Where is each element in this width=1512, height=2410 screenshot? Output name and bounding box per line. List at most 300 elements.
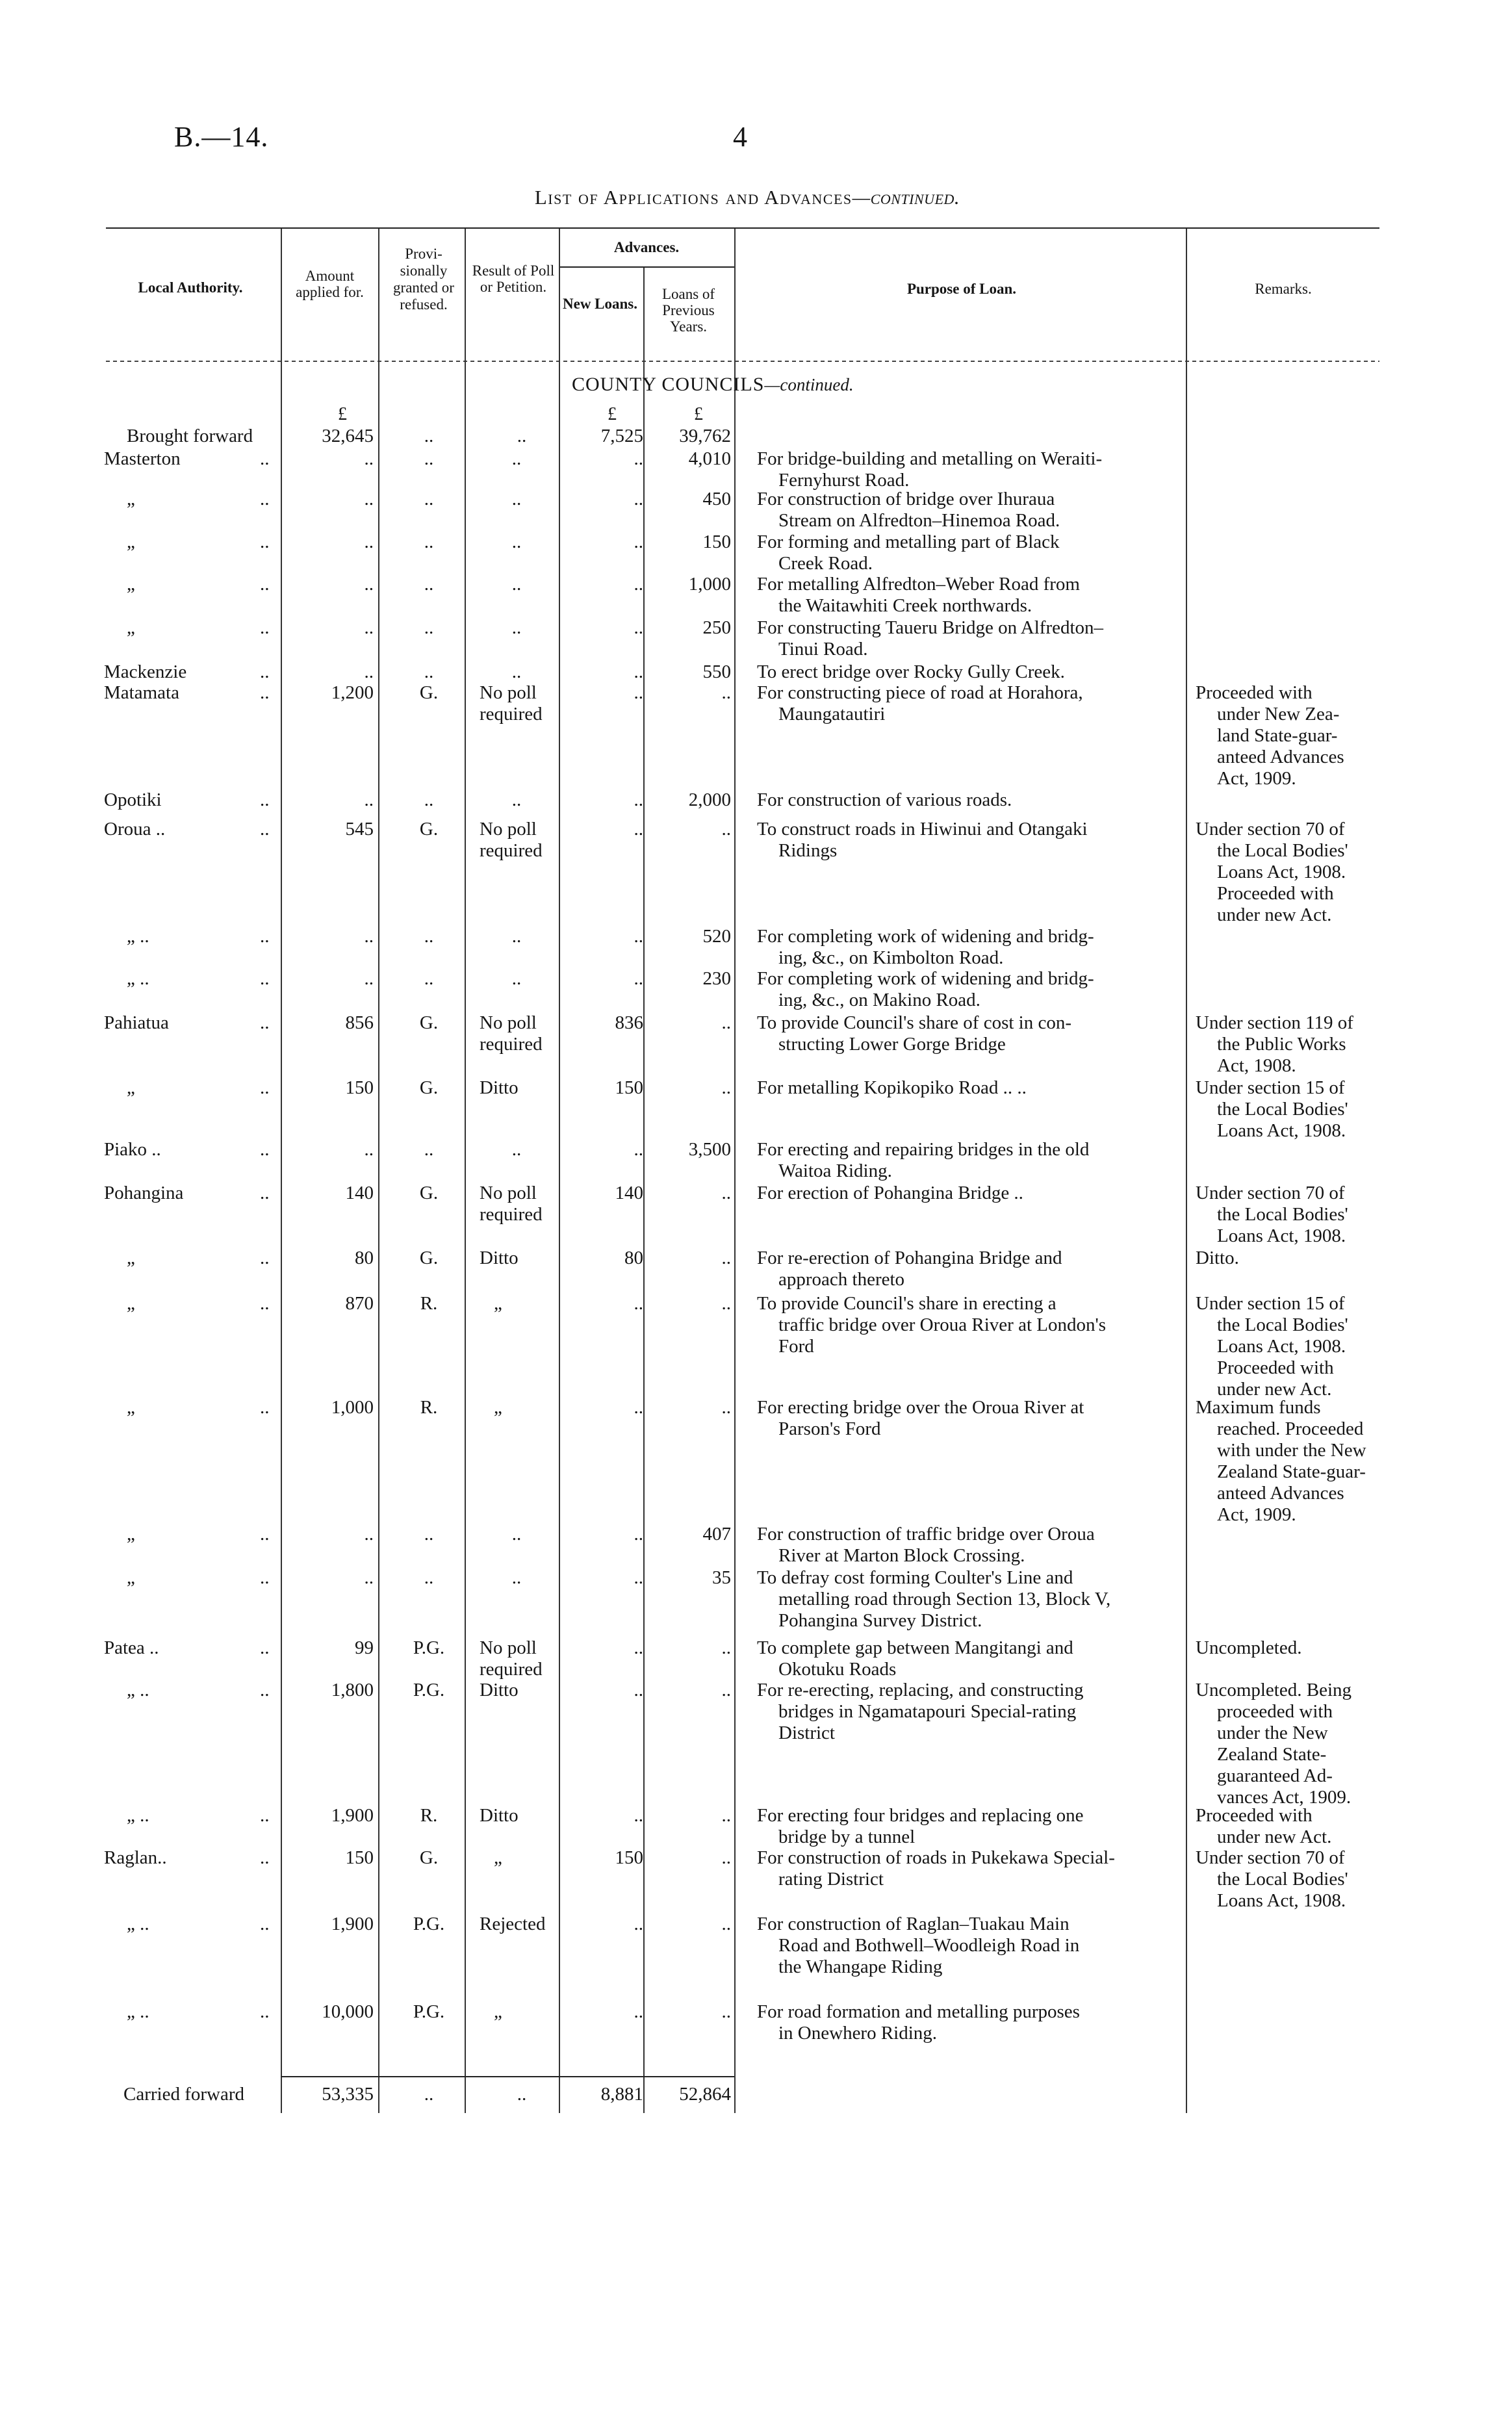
result-cell: .. — [511, 448, 522, 469]
new-loans-cell: .. — [634, 448, 643, 469]
new-loans-cell: .. — [634, 1524, 643, 1545]
new-loans-cell: .. — [634, 2001, 643, 2022]
local-authority-name: Oroua .. — [104, 819, 166, 840]
carried-forward-previous: 52,864 — [679, 2084, 731, 2105]
purpose-cell — [757, 1567, 1270, 1632]
amount-applied-cell: 1,200 — [331, 682, 374, 703]
purpose-cell — [757, 448, 1270, 491]
column-header-remarks: Remarks. — [1255, 281, 1312, 297]
previous-loans-cell: .. — [721, 1914, 731, 1934]
result-cell: Ditto — [480, 1248, 519, 1268]
column-header-provisionally: Provi- sionally granted or refused. — [393, 246, 454, 313]
purpose-cell — [757, 926, 1270, 969]
amount-applied-cell: .. — [364, 661, 374, 682]
remarks-line: reached. Proceeded — [1217, 1418, 1364, 1439]
leader-dots: .. — [260, 926, 270, 947]
local-authority-name: „ .. — [127, 2001, 149, 2022]
column-header-loans-previous: Loans of Previous Years. — [661, 286, 715, 335]
purpose-line: For metalling Kopikopiko Road .. .. — [757, 1077, 1027, 1098]
carried-forward-new-loans: 8,881 — [600, 2084, 643, 2105]
new-loans-cell: .. — [634, 489, 643, 509]
local-authority-name: „ .. — [127, 1805, 149, 1826]
remarks-line: Act, 1908. — [1217, 1055, 1296, 1076]
purpose-cell — [757, 1139, 1270, 1182]
remarks-cell — [1196, 1805, 1413, 1848]
remarks-line: Zealand State-guar- — [1217, 1461, 1366, 1482]
purpose-line: in Onewhero Riding. — [778, 2023, 938, 2044]
previous-loans-cell: .. — [721, 1077, 731, 1098]
amount-applied-cell: 1,000 — [331, 1397, 374, 1418]
local-authority-name: „ — [127, 532, 135, 552]
remarks-cell — [1196, 1397, 1413, 1526]
remarks-line: land State-guar- — [1217, 725, 1338, 746]
purpose-line: For erecting bridge over the Oroua River at — [757, 1397, 1084, 1418]
currency-symbol: £ — [694, 404, 703, 424]
amount-applied-cell: .. — [364, 968, 374, 989]
purpose-line: Ridings — [778, 840, 838, 861]
provisional-cell: .. — [424, 661, 434, 682]
remarks-line: Proceeded with — [1196, 1805, 1313, 1826]
amount-applied-cell: 150 — [345, 1077, 374, 1098]
local-authority-name: „ — [127, 489, 135, 509]
new-loans-cell: .. — [634, 682, 643, 703]
remarks-cell — [1196, 1293, 1413, 1400]
result-cell: .. — [511, 789, 522, 810]
result-cell: .. — [511, 532, 522, 552]
provisional-cell: .. — [424, 448, 434, 469]
remarks-cell — [1196, 1183, 1413, 1247]
column-divider — [378, 229, 379, 2113]
provisional-cell: P.G. — [413, 1680, 445, 1700]
remarks-line: the Local Bodies' — [1217, 840, 1348, 861]
provisional-cell: G. — [419, 682, 439, 703]
amount-applied-cell: .. — [364, 574, 374, 595]
purpose-line: For constructing Taueru Bridge on Alfredton– — [757, 617, 1104, 638]
previous-loans-cell: .. — [721, 1637, 731, 1658]
leader-dots: .. — [260, 617, 270, 638]
result-line: No poll — [480, 1012, 537, 1033]
previous-loans-cell: 35 — [712, 1567, 731, 1588]
remarks-cell — [1196, 1077, 1413, 1142]
brought-forward-result: .. — [517, 426, 527, 446]
column-header-local-authority: Local Authority. — [138, 279, 243, 296]
result-line: required — [480, 840, 543, 861]
amount-applied-cell: 870 — [345, 1293, 374, 1314]
purpose-line: For bridge-building and metalling on Weraiti- — [757, 448, 1103, 469]
purpose-line: For re-erection of Pohangina Bridge and — [757, 1248, 1062, 1268]
remarks-line: Under section 70 of — [1196, 1183, 1345, 1203]
purpose-cell — [757, 1397, 1270, 1440]
result-cell: .. — [511, 1524, 522, 1545]
previous-loans-cell: 150 — [702, 532, 731, 552]
leader-dots: .. — [260, 1183, 270, 1203]
purpose-line: For construction of roads in Pukekawa Special- — [757, 1847, 1115, 1868]
remarks-line: anteed Advances — [1217, 1483, 1344, 1504]
result-line: No poll — [480, 1637, 537, 1658]
section-title — [572, 374, 854, 396]
new-loans-cell: .. — [634, 1914, 643, 1934]
purpose-line: For erecting four bridges and replacing one — [757, 1805, 1084, 1826]
new-loans-cell: .. — [634, 1567, 643, 1588]
amount-applied-cell: .. — [364, 789, 374, 810]
amount-applied-cell: .. — [364, 489, 374, 509]
new-loans-cell: .. — [634, 1637, 643, 1658]
previous-loans-cell: .. — [721, 1397, 731, 1418]
result-cell: .. — [511, 1139, 522, 1160]
purpose-line: Okotuku Roads — [778, 1659, 897, 1680]
leader-dots: .. — [260, 1524, 270, 1545]
local-authority-name: „ — [127, 1567, 135, 1588]
remarks-line: the Local Bodies' — [1217, 1204, 1348, 1225]
remarks-line: the Local Bodies' — [1217, 1314, 1348, 1335]
purpose-line: To provide Council's share of cost in con- — [757, 1012, 1072, 1033]
header-bottom-rule — [106, 361, 1379, 362]
leader-dots: .. — [260, 819, 270, 840]
purpose-line: To defray cost forming Coulter's Line and — [757, 1567, 1073, 1588]
purpose-line: To erect bridge over Rocky Gully Creek. — [757, 661, 1065, 682]
local-authority-name: „ — [127, 1397, 135, 1418]
purpose-line: Parson's Ford — [778, 1418, 881, 1439]
section-title-main: COUNTY COUNCILS — [572, 374, 765, 395]
result-cell: „ — [494, 1293, 502, 1314]
amount-applied-cell: 1,900 — [331, 1914, 374, 1934]
remarks-cell — [1196, 819, 1413, 926]
provisional-cell: P.G. — [413, 2001, 445, 2022]
new-loans-cell: .. — [634, 1397, 643, 1418]
remarks-line: Proceeded with — [1217, 883, 1334, 904]
local-authority-name: „ — [127, 1248, 135, 1268]
remarks-line: proceeded with — [1217, 1701, 1333, 1722]
carried-forward-provisional: .. — [424, 2084, 434, 2105]
new-loans-cell: .. — [634, 789, 643, 810]
local-authority-name: „ — [127, 1293, 135, 1314]
leader-dots: .. — [260, 1248, 270, 1268]
local-authority-name: „ — [127, 574, 135, 595]
previous-loans-cell: .. — [721, 1183, 731, 1203]
purpose-cell — [757, 789, 1270, 811]
previous-loans-cell: 1,000 — [688, 574, 731, 595]
new-loans-cell: .. — [634, 661, 643, 682]
purpose-cell — [757, 2001, 1270, 2044]
amount-applied-cell: .. — [364, 448, 374, 469]
provisional-cell: R. — [420, 1293, 438, 1314]
previous-loans-cell: .. — [721, 2001, 731, 2022]
leader-dots: .. — [260, 968, 270, 989]
purpose-cell — [757, 819, 1270, 862]
result-line: required — [480, 704, 543, 724]
local-authority-name: Masterton — [104, 448, 181, 469]
purpose-line: metalling road through Section 13, Block V, — [778, 1589, 1111, 1609]
remarks-line: Proceeded with — [1217, 1357, 1334, 1378]
result-cell: .. — [511, 574, 522, 595]
amount-applied-cell: 545 — [345, 819, 374, 840]
column-header-advances: Advances. — [613, 239, 680, 255]
previous-loans-cell: 520 — [702, 926, 731, 947]
amount-applied-cell: .. — [364, 926, 374, 947]
result-cell — [474, 1183, 564, 1225]
purpose-line: For re-erecting, replacing, and constructing — [757, 1680, 1084, 1700]
purpose-cell — [757, 1077, 1270, 1099]
leader-dots: .. — [260, 1567, 270, 1588]
amount-applied-cell: 1,900 — [331, 1805, 374, 1826]
remarks-cell — [1196, 1637, 1413, 1659]
result-cell: Ditto — [480, 1805, 519, 1826]
provisional-cell: .. — [424, 789, 434, 810]
previous-loans-cell: 450 — [702, 489, 731, 509]
brought-forward-label: Brought forward — [127, 426, 253, 446]
local-authority-name: „ — [127, 617, 135, 638]
result-line: No poll — [480, 1183, 537, 1203]
purpose-line: rating District — [778, 1869, 884, 1890]
remarks-line: Loans Act, 1908. — [1217, 1890, 1346, 1911]
leader-dots: .. — [260, 1680, 270, 1700]
new-loans-cell: .. — [634, 1293, 643, 1314]
purpose-line: River at Marton Block Crossing. — [778, 1545, 1025, 1566]
purpose-line: ing, &c., on Makino Road. — [778, 990, 980, 1010]
leader-dots: .. — [260, 489, 270, 509]
purpose-line: For metalling Alfredton–Weber Road from — [757, 574, 1080, 595]
previous-loans-cell: .. — [721, 1805, 731, 1826]
purpose-cell — [757, 1847, 1270, 1890]
purpose-line: Tinui Road. — [778, 639, 868, 660]
purpose-line: To complete gap between Mangitangi and — [757, 1637, 1073, 1658]
provisional-cell: .. — [424, 1524, 434, 1545]
provisional-cell: R. — [420, 1397, 438, 1418]
remarks-line: Under section 70 of — [1196, 1847, 1345, 1868]
provisional-cell: P.G. — [413, 1637, 445, 1658]
purpose-line: structing Lower Gorge Bridge — [778, 1034, 1006, 1055]
purpose-line: traffic bridge over Oroua River at London's — [778, 1314, 1106, 1335]
remarks-line: Act, 1909. — [1217, 768, 1296, 789]
purpose-cell — [757, 1183, 1270, 1204]
remarks-line: under New Zea- — [1217, 704, 1340, 724]
result-line: required — [480, 1034, 543, 1055]
amount-applied-cell: 80 — [355, 1248, 374, 1268]
remarks-line: under the New — [1217, 1723, 1328, 1743]
purpose-line: Creek Road. — [778, 553, 873, 574]
leader-dots: .. — [260, 1637, 270, 1658]
purpose-line: For completing work of widening and bridg- — [757, 968, 1094, 989]
new-loans-cell: .. — [634, 532, 643, 552]
purpose-cell — [757, 661, 1270, 683]
remarks-cell — [1196, 682, 1413, 789]
remarks-line: Under section 119 of — [1196, 1012, 1353, 1033]
amount-applied-cell: .. — [364, 1567, 374, 1588]
purpose-cell — [757, 1805, 1270, 1848]
new-loans-cell: .. — [634, 968, 643, 989]
purpose-cell — [757, 1293, 1270, 1357]
local-authority-name: Opotiki — [104, 789, 162, 810]
purpose-cell — [757, 1637, 1270, 1680]
total-rule — [281, 2076, 734, 2077]
previous-loans-cell: .. — [721, 682, 731, 703]
purpose-cell — [757, 489, 1270, 532]
leader-dots: .. — [260, 1293, 270, 1314]
provisional-cell: .. — [424, 617, 434, 638]
local-authority-name: „ — [127, 1524, 135, 1545]
previous-loans-cell: .. — [721, 1847, 731, 1868]
page-number: 4 — [733, 121, 747, 153]
remarks-line: Loans Act, 1908. — [1217, 1225, 1346, 1246]
leader-dots: .. — [260, 1139, 270, 1160]
result-cell: .. — [511, 1567, 522, 1588]
purpose-line: For constructing piece of road at Horahora, — [757, 682, 1083, 703]
purpose-line: District — [778, 1723, 835, 1743]
local-authority-name: Patea .. — [104, 1637, 159, 1658]
leader-dots: .. — [260, 1077, 270, 1098]
purpose-cell — [757, 968, 1270, 1011]
column-divider — [559, 229, 560, 2113]
amount-applied-cell: .. — [364, 1139, 374, 1160]
previous-loans-cell: .. — [721, 1248, 731, 1268]
previous-loans-cell: .. — [721, 819, 731, 840]
result-cell: Ditto — [480, 1680, 519, 1700]
leader-dots: .. — [260, 448, 270, 469]
provisional-cell: P.G. — [413, 1914, 445, 1934]
remarks-line: Loans Act, 1908. — [1217, 1120, 1346, 1141]
provisional-cell: R. — [420, 1805, 438, 1826]
purpose-cell — [757, 617, 1270, 660]
leader-dots: .. — [260, 1397, 270, 1418]
local-authority-name: Matamata — [104, 682, 179, 703]
remarks-cell — [1196, 1680, 1413, 1808]
previous-loans-cell: .. — [721, 1293, 731, 1314]
result-cell — [474, 1637, 564, 1680]
purpose-line: ing, &c., on Kimbolton Road. — [778, 947, 1004, 968]
remarks-line: Act, 1909. — [1217, 1504, 1296, 1525]
remarks-line: Proceeded with — [1196, 682, 1313, 703]
remarks-line: Uncompleted. — [1196, 1637, 1302, 1658]
remarks-line: guaranteed Ad- — [1217, 1765, 1333, 1786]
result-cell: „ — [494, 1847, 502, 1868]
result-line: required — [480, 1659, 543, 1680]
carried-forward-result: .. — [517, 2084, 527, 2105]
remarks-line: Under section 15 of — [1196, 1077, 1345, 1098]
purpose-line: Ford — [778, 1336, 814, 1357]
leader-dots: .. — [260, 1847, 270, 1868]
currency-symbol: £ — [608, 404, 617, 424]
remarks-line: the Local Bodies' — [1217, 1869, 1348, 1890]
local-authority-name: „ .. — [127, 1680, 149, 1700]
previous-loans-cell: 550 — [702, 661, 731, 682]
provisional-cell: .. — [424, 532, 434, 552]
previous-loans-cell: 230 — [702, 968, 731, 989]
new-loans-cell: 140 — [615, 1183, 643, 1203]
remarks-line: Maximum funds — [1196, 1397, 1321, 1418]
result-cell — [474, 682, 564, 725]
remarks-cell — [1196, 1012, 1413, 1077]
purpose-line: Waitoa Riding. — [778, 1160, 892, 1181]
new-loans-cell: 150 — [615, 1847, 643, 1868]
leader-dots: .. — [260, 532, 270, 552]
purpose-line: approach thereto — [778, 1269, 905, 1290]
previous-loans-cell: 250 — [702, 617, 731, 638]
brought-forward-previous: 39,762 — [679, 426, 731, 446]
amount-applied-cell: 856 — [345, 1012, 374, 1033]
result-line: No poll — [480, 682, 537, 703]
result-cell — [474, 1012, 564, 1055]
result-line: No poll — [480, 819, 537, 840]
local-authority-name: Pohangina — [104, 1183, 184, 1203]
purpose-line: For construction of various roads. — [757, 789, 1012, 810]
purpose-line: To provide Council's share in erecting a — [757, 1293, 1057, 1314]
purpose-line: For erecting and repairing bridges in the old — [757, 1139, 1090, 1160]
column-divider — [465, 229, 466, 2113]
new-loans-cell: .. — [634, 1139, 643, 1160]
amount-applied-cell: 140 — [345, 1183, 374, 1203]
local-authority-name: Piako .. — [104, 1139, 161, 1160]
result-cell: .. — [511, 968, 522, 989]
previous-loans-cell: .. — [721, 1012, 731, 1033]
leader-dots: .. — [260, 661, 270, 682]
provisional-cell: .. — [424, 968, 434, 989]
new-loans-cell: .. — [634, 1680, 643, 1700]
brought-forward-provisional: .. — [424, 426, 434, 446]
section-title-suffix: —continued. — [764, 375, 854, 394]
purpose-line: For construction of Raglan–Tuakau Main — [757, 1914, 1070, 1934]
remarks-line: Uncompleted. Being — [1196, 1680, 1352, 1700]
previous-loans-cell: .. — [721, 1680, 731, 1700]
leader-dots: .. — [260, 2001, 270, 2022]
purpose-line: the Whangape Riding — [778, 1956, 943, 1977]
previous-loans-cell: 407 — [702, 1524, 731, 1545]
page-title — [455, 186, 1040, 209]
purpose-cell — [757, 1012, 1270, 1055]
provisional-cell: .. — [424, 1139, 434, 1160]
local-authority-name: „ — [127, 1077, 135, 1098]
provisional-cell: .. — [424, 926, 434, 947]
provisional-cell: G. — [419, 1012, 439, 1033]
result-line: required — [480, 1204, 543, 1225]
provisional-cell: G. — [419, 819, 439, 840]
amount-applied-cell: 150 — [345, 1847, 374, 1868]
purpose-line: For construction of bridge over Ihuraua — [757, 489, 1055, 509]
amount-applied-cell: .. — [364, 617, 374, 638]
amount-applied-cell: 10,000 — [322, 2001, 374, 2022]
column-header-amount-applied: Amount applied for. — [296, 268, 364, 300]
provisional-cell: .. — [424, 1567, 434, 1588]
purpose-line: For forming and metalling part of Black — [757, 532, 1060, 552]
purpose-line: For road formation and metalling purposes — [757, 2001, 1080, 2022]
local-authority-name: Pahiatua — [104, 1012, 169, 1033]
provisional-cell: G. — [419, 1847, 439, 1868]
remarks-line: Loans Act, 1908. — [1217, 1336, 1346, 1357]
remarks-line: under new Act. — [1217, 904, 1332, 925]
table-top-rule — [106, 227, 1379, 229]
document-reference: B.—14. — [174, 121, 269, 153]
purpose-line: Maungatautiri — [778, 704, 886, 724]
leader-dots: .. — [260, 1805, 270, 1826]
result-cell: .. — [511, 617, 522, 638]
title-main: List of Applications and Advances — [534, 186, 852, 209]
remarks-line: vances Act, 1909. — [1217, 1787, 1352, 1808]
purpose-line: bridges in Ngamatapouri Special-rating — [778, 1701, 1077, 1722]
new-loans-cell: .. — [634, 617, 643, 638]
local-authority-name: „ .. — [127, 1914, 149, 1934]
leader-dots: .. — [260, 1012, 270, 1033]
result-cell: Ditto — [480, 1077, 519, 1098]
carried-forward-label: Carried forward — [123, 2084, 244, 2105]
purpose-line: the Waitawhiti Creek northwards. — [778, 595, 1032, 616]
provisional-cell: G. — [419, 1183, 439, 1203]
new-loans-cell: .. — [634, 926, 643, 947]
new-loans-cell: 80 — [624, 1248, 643, 1268]
remarks-cell — [1196, 1248, 1413, 1269]
provisional-cell: .. — [424, 574, 434, 595]
new-loans-cell: .. — [634, 574, 643, 595]
title-suffix: —continued. — [852, 186, 960, 209]
new-loans-cell: .. — [634, 1805, 643, 1826]
